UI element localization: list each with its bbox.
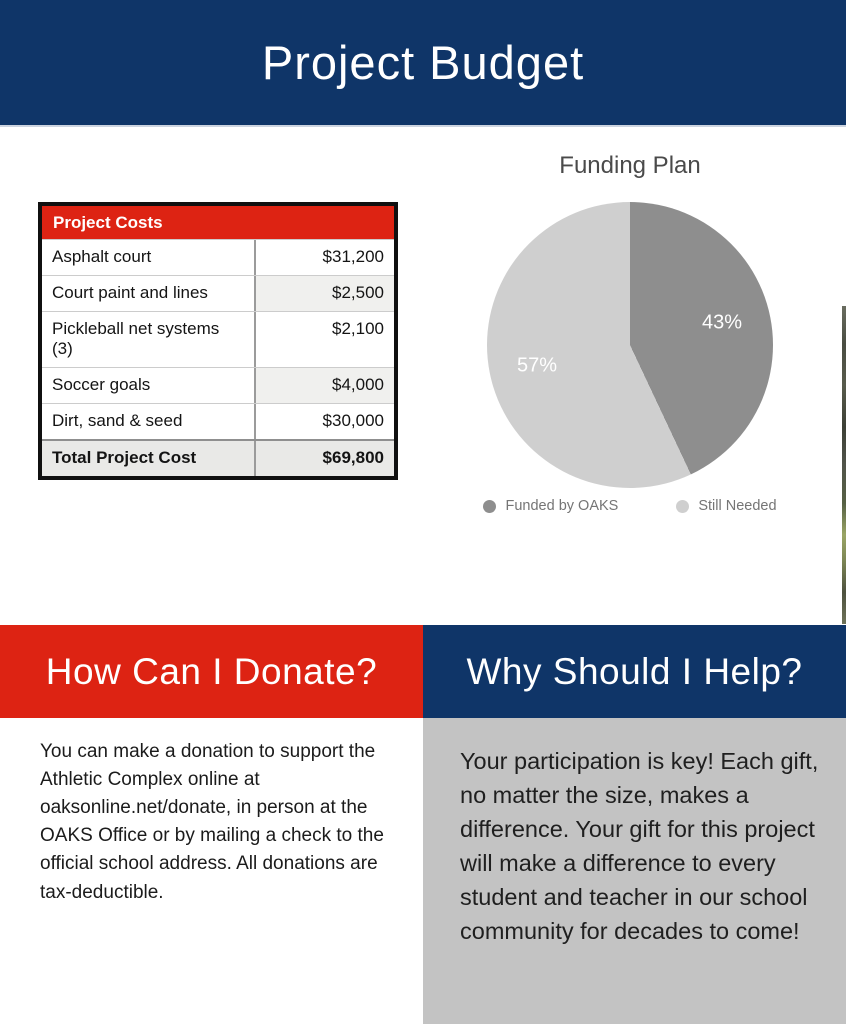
page-title: Project Budget	[261, 36, 585, 89]
cost-item-label: Pickleball net systems (3)	[42, 312, 254, 367]
cost-item-label: Dirt, sand & seed	[42, 404, 254, 439]
table-row	[42, 275, 394, 311]
pie-chart	[487, 202, 773, 488]
cost-item-value: $4,000	[254, 368, 394, 403]
table-row	[42, 311, 394, 367]
project-costs-table	[38, 202, 398, 480]
legend-swatch-needed-icon	[676, 500, 689, 513]
table-row	[42, 367, 394, 403]
legend-item-needed	[676, 498, 776, 514]
table-header: Project Costs	[42, 206, 394, 239]
legend-label: Still Needed	[698, 498, 777, 514]
cost-item-label: Soccer goals	[42, 368, 254, 403]
pie-slice-label-needed: 57%	[516, 354, 558, 377]
cost-item-label: Court paint and lines	[42, 276, 254, 311]
adjacent-page-photo-sliver	[842, 306, 846, 624]
legend-label: Funded by OAKS	[505, 498, 619, 514]
chart-title: Funding Plan	[559, 152, 701, 179]
pie-slice-label-funded: 43%	[701, 311, 743, 334]
legend-item-funded	[483, 498, 618, 514]
cost-item-label: Asphalt court	[42, 240, 254, 275]
help-section-header	[423, 625, 846, 718]
table-row	[42, 403, 394, 439]
chart-legend	[440, 498, 820, 514]
help-body-text: Your participation is key! Each gift, no matter the size, makes a difference. Your gift for this project will make a difference to every student and teacher in our school community for decades to come!	[460, 748, 819, 945]
cost-item-value: $2,100	[254, 312, 394, 367]
donate-body-text: You can make a donation to support the Athletic Complex online at oaksonline.net/donate, in person at the OAKS Office or by mailing a check to the official school address. All donations are tax-deductible.	[40, 741, 384, 903]
top-banner	[0, 0, 846, 127]
cost-item-value: $31,200	[254, 240, 394, 275]
help-heading: Why Should I Help?	[466, 650, 803, 692]
total-label: Total Project Cost	[42, 441, 254, 476]
donate-heading: How Can I Donate?	[45, 650, 378, 692]
cost-item-value: $2,500	[254, 276, 394, 311]
total-value: $69,800	[254, 441, 394, 476]
legend-swatch-funded-icon	[483, 500, 496, 513]
donate-section-header	[0, 625, 423, 718]
cost-item-value: $30,000	[254, 404, 394, 439]
table-total-row	[42, 439, 394, 476]
table-row	[42, 239, 394, 275]
